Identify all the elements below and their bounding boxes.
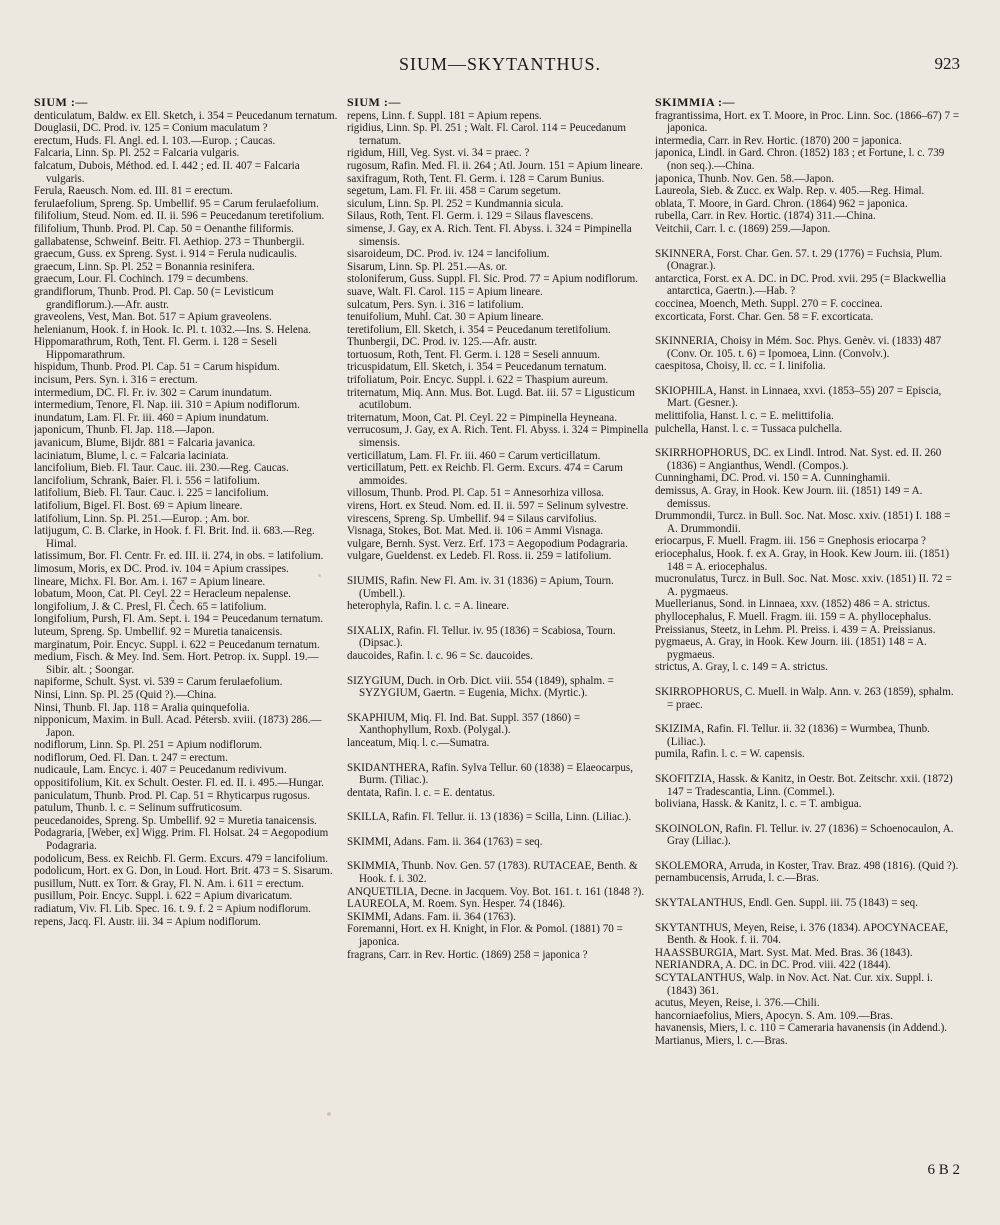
species-entry: Thunbergii, DC. Prod. iv. 125.—Afr. austr. — [347, 336, 538, 349]
genus-entry: SKILLA, Rafin. Fl. Tellur. ii. 13 (1836) = Scilla, Linn. (Liliac.). — [347, 811, 632, 824]
species-entry: verticillatum, Lam. Fl. Fr. iii. 460 = Carum verticillatum. — [347, 449, 601, 462]
species-entry: rigidum, Hill, Veg. Syst. vi. 34 = praec. ? — [347, 147, 530, 160]
species-entry: verticillatum, Pett. ex Reichb. Fl. Germ. Excurs. 474 = Carum ammoides. — [347, 462, 623, 487]
species-entry: triternatum, Miq. Ann. Mus. Bot. Lugd. Bat. iii. 57 = Ligusticum acutilobum. — [347, 386, 635, 412]
genus-entry: SKIZIMA, Rafin. Fl. Tellur. ii. 32 (1836) = Wurmbea, Thunb. (Liliac.). — [655, 723, 930, 748]
column-heading: SIUM :— — [347, 96, 401, 109]
species-entry: ferulaefolium, Spreng. Sp. Umbellif. 95 = Carum ferulaefolium. — [34, 197, 319, 210]
genus-sub-entry: heterophyla, Rafin. l. c. = A. lineare. — [347, 600, 510, 613]
species-entry: rubella, Carr. in Rev. Hortic. (1874) 311.—China. — [655, 210, 876, 223]
species-entry: grandiflorum, Thunb. Prod. Pl. Cap. 50 (= Levisticum grandiflorum.).—Afr. austr. — [34, 285, 274, 311]
species-entry: Ninsi, Linn. Sp. Pl. 25 (Quid ?).—China. — [34, 688, 217, 701]
column-heading: SIUM :— — [34, 96, 88, 109]
genus-sub-entry: excorticata, Forst. Char. Gen. 58 = F. excorticata. — [655, 310, 874, 323]
species-entry: inundatum, Lam. Fl. Fr. iii. 460 = Apium inundatum. — [34, 411, 269, 424]
column-1 — [34, 96, 339, 1176]
species-entry: pusillum, Nutt. ex Torr. & Gray, Fl. N. Am. i. 611 = erectum. — [34, 877, 305, 890]
species-entry: nipponicum, Maxim. in Bull. Acad. Pétersb. xviii. (1873) 286.—Japon. — [34, 714, 322, 739]
genus-entry: SKIRRHOPHORUS, DC. ex Lindl. Introd. Nat. Syst. ed. II. 260 (1836) = Angianthus, Wendl. (Compos.). — [655, 447, 942, 472]
species-entry: Ninsi, Thunb. Fl. Jap. 118 = Aralia quinquefolia. — [34, 701, 250, 714]
species-entry: japonica, Lindl. in Gard. Chron. (1852) 183 ; et Fortune, l. c. 739 (non seq.).—China. — [655, 147, 945, 172]
species-entry: verrucosum, J. Gay, ex A. Rich. Tent. Fl. Abyss. i. 324 = Pimpinella simensis. — [347, 424, 649, 450]
species-entry: saxifragum, Roth, Tent. Fl. Germ. i. 128 = Carum Bunius. — [347, 172, 605, 185]
genus-sub-entry: Foremanni, Hort. ex H. Knight, in Flor. & Pomol. (1881) 70 = japonica. — [347, 923, 623, 949]
species-entry: lobatum, Moon, Cat. Pl. Ceyl. 22 = Heracleum nepalense. — [34, 588, 292, 601]
genus-sub-entry: boliviana, Hassk. & Kanitz, l. c. = T. ambigua. — [655, 798, 862, 811]
genus-entry: SKINNERA, Forst. Char. Gen. 57. t. 29 (1776) = Fuchsia, Plum. (Onagrar.). — [655, 247, 943, 273]
species-entry: Hippomarathrum, Roth, Tent. Fl. Germ. i. 128 = Seseli Hippomarathrum. — [34, 336, 278, 361]
species-entry: vulgare, Bernh. Syst. Verz. Erf. 173 = Aegopodium Podagraria. — [347, 537, 628, 550]
species-entry: graecum, Lour. Fl. Cochinch. 179 = decumbens. — [34, 273, 249, 286]
running-title: SIUM—SKYTANTHUS. — [398, 54, 602, 74]
species-entry: pusillum, Poir. Encyc. Suppl. i. 622 = Apium divaricatum. — [34, 890, 293, 903]
species-entry: tenuifolium, Muhl. Cat. 30 = Apium lineare. — [347, 311, 544, 324]
species-entry: Silaus, Roth, Tent. Fl. Germ. i. 129 = Silaus flavescens. — [347, 210, 594, 223]
species-entry: triternatum, Moon, Cat. Pl. Ceyl. 22 = Pimpinella Heyneana. — [347, 411, 617, 424]
species-entry: intermedium, Tenore, Fl. Nap. iii. 310 = Apium nodiflorum. — [34, 399, 300, 412]
genus-sub-entry: ANQUETILIA, Decne. in Jacquem. Voy. Bot. 161. t. 161 (1848 ?). — [347, 885, 645, 898]
species-entry: simense, J. Gay, ex A. Rich. Tent. Fl. Abyss. i. 324 = Pimpinella simensis. — [347, 222, 632, 248]
species-entry: tortuosum, Roth, Tent. Fl. Germ. i. 128 = Seseli annuum. — [347, 348, 601, 361]
species-entry: sulcatum, Pers. Syn. i. 316 = latifolium. — [347, 298, 524, 311]
species-entry: Falcaria, Linn. Sp. Pl. 252 = Falcaria vulgaris. — [34, 147, 240, 160]
species-entry: gallabatense, Schweinf. Beitr. Fl. Aethiop. 273 = Thunbergii. — [34, 235, 305, 248]
column-heading: SKIMMIA :— — [655, 96, 735, 109]
species-entry: tricuspidatum, Ell. Sketch, i. 354 = Peucedanum ternatum. — [347, 361, 607, 374]
species-entry: longifolium, J. & C. Presl, Fl. Čech. 65 = latifolium. — [34, 600, 267, 613]
species-entry: oppositifolium, Kit. ex Schult. Oester. Fl. ed. II. i. 495.—Hungar. — [34, 777, 324, 790]
species-entry: luteum, Spreng. Sp. Umbellif. 92 = Muretia tanaicensis. — [34, 625, 283, 638]
species-entry: napiforme, Schult. Syst. vi. 539 = Carum ferulaefolium. — [34, 676, 283, 689]
species-entry: rugosum, Rafin. Med. Fl. ii. 264 ; Atl. Journ. 151 = Apium lineare. — [347, 159, 643, 172]
genus-sub-entry: mucronulatus, Turcz. in Bull. Soc. Nat. Mosc. xxiv. (1851) II. 72 = A. pygmaeus. — [655, 573, 952, 598]
species-entry: lineare, Michx. Fl. Bor. Am. i. 167 = Apium lineare. — [34, 575, 266, 588]
species-entry: Veitchii, Carr. l. c. (1869) 259.—Japon. — [655, 222, 831, 235]
species-entry: siculum, Linn. Sp. Pl. 252 = Kundmannia sicula. — [347, 197, 564, 210]
genus-sub-entry: pulchella, Hanst. l. c. = Tussaca pulchella. — [655, 422, 843, 435]
species-entry: nodiflorum, Oed. Fl. Dan. t. 247 = erectum. — [34, 751, 228, 764]
species-entry: erectum, Huds. Fl. Angl. ed. I. 103.—Europ. ; Caucas. — [34, 134, 276, 147]
species-entry: japonicum, Thunb. Fl. Jap. 118.—Japon. — [34, 424, 215, 437]
species-entry: virescens, Spreng. Sp. Umbellif. 94 = Silaus carvifolius. — [347, 512, 597, 525]
species-entry: medium, Fisch. & Mey. Ind. Sem. Hort. Petrop. ix. Suppl. 19.—Sibir. alt. ; Soongar. — [34, 651, 319, 676]
genus-sub-entry: havanensis, Miers, l. c. 110 = Cameraria havanensis (in Addend.). — [655, 1022, 948, 1035]
genus-sub-entry: fragrans, Carr. in Rev. Hortic. (1869) 258 = japonica ? — [347, 948, 588, 961]
species-entry: denticulatum, Baldw. ex Ell. Sketch, i. 354 = Peucedanum ternatum. — [34, 109, 338, 122]
genus-sub-entry: Drummondii, Turcz. in Bull. Soc. Nat. Mosc. xxiv. (1851) I. 188 = A. Drummondii. — [655, 510, 951, 535]
genus-sub-entry: acutus, Meyen, Reise, i. 376.—Chili. — [655, 997, 820, 1010]
genus-sub-entry: pumila, Rafin. l. c. = W. capensis. — [655, 748, 805, 761]
species-entry: laciniatum, Blume, l. c. = Falcaria laciniata. — [34, 449, 229, 462]
species-entry: intermedium, DC. Fl. Fr. iv. 302 = Carum inundatum. — [34, 386, 272, 399]
genus-entry: SKYTANTHUS, Meyen, Reise, i. 376 (1834). APOCYNACEAE, Benth. & Hook. f. ii. 704. — [655, 921, 949, 947]
genus-entry: SKIMMIA, Thunb. Nov. Gen. 57 (1783). RUTACEAE, Benth. & Hook. f. i. 302. — [347, 860, 638, 886]
species-entry: Podagraria, [Weber, ex] Wigg. Prim. Fl. Holsat. 24 = Aegopodium Podagraria. — [34, 827, 329, 853]
species-entry: radiatum, Viv. Fl. Lib. Spec. 16. t. 9. f. 2 = Apium nodiflorum. — [34, 903, 312, 915]
printer-signature: 6 B 2 — [927, 1162, 960, 1178]
genus-entry: SKOLEMORA, Arruda, in Koster, Trav. Braz. 498 (1816). (Quid ?). — [655, 859, 959, 872]
genus-sub-entry: pernambucensis, Arruda, l. c.—Bras. — [655, 872, 819, 885]
genus-sub-entry: lanceatum, Miq. l. c.—Sumatra. — [347, 736, 490, 749]
species-entry: lancifolium, Schrank, Baier. Fl. i. 556 = latifolium. — [34, 474, 260, 487]
genus-sub-entry: pygmaeus, A. Gray, in Hook. Kew Journ. iii. (1851) 148 = A. pygmaeus. — [655, 636, 927, 661]
page-number: 923 — [934, 54, 960, 73]
genus-sub-entry: HAASSBURGIA, Mart. Syst. Mat. Med. Bras. 36 (1843). — [655, 946, 913, 959]
genus-sub-entry: daucoides, Rafin. l. c. 96 = Sc. daucoides. — [347, 649, 533, 662]
species-entry: nodiflorum, Linn. Sp. Pl. 251 = Apium nodiflorum. — [34, 739, 263, 752]
page-header — [0, 54, 1000, 84]
species-entry: rigidius, Linn. Sp. Pl. 251 ; Walt. Fl. Carol. 114 = Peucedanum ternatum. — [347, 122, 627, 147]
species-entry: helenianum, Hook. f. in Hook. Ic. Pl. t. 1032.—Ins. S. Helena. — [34, 323, 311, 336]
species-entry: oblata, T. Moore, in Gard. Chron. (1864) 962 = japonica. — [655, 197, 908, 210]
species-entry: intermedia, Carr. in Rev. Hortic. (1870) 200 = japonica. — [655, 134, 902, 147]
species-entry: graecum, Linn. Sp. Pl. 252 = Bonannia resinifera. — [34, 260, 255, 273]
species-entry: incisum, Pers. Syn. i. 316 = erectum. — [34, 374, 198, 387]
species-entry: sisaroideum, DC. Prod. iv. 124 = lancifolium. — [347, 248, 550, 261]
species-entry: trifoliatum, Poir. Encyc. Suppl. i. 622 = Thaspium aureum. — [347, 374, 609, 387]
genus-entry: SKIMMI, Adans. Fam. ii. 364 (1763) = seq. — [347, 835, 543, 848]
species-entry: Ferula, Raeusch. Nom. ed. III. 81 = erectum. — [34, 185, 233, 198]
paper-speck — [327, 1112, 331, 1116]
species-entry: repens, Linn. f. Suppl. 181 = Apium repens. — [347, 109, 542, 122]
species-entry: segetum, Lam. Fl. Fr. iii. 458 = Carum segetum. — [347, 185, 561, 198]
genus-sub-entry: eriocephalus, Hook. f. ex A. Gray, in Hook. Kew Journ. iii. (1851) 148 = A. eriocephalus. — [655, 548, 950, 573]
genus-sub-entry: strictus, A. Gray, l. c. 149 = A. strictus. — [655, 661, 828, 674]
species-entry: filifolium, Steud. Nom. ed. II. ii. 596 = Peucedanum teretifolium. — [34, 210, 325, 223]
species-entry: stoloniferum, Guss. Suppl. Fl. Sic. Prod. 77 = Apium nodiflorum. — [347, 273, 639, 286]
genus-sub-entry: phyllocephalus, F. Muell. Fragm. iii. 159 = A. phyllocephalus. — [655, 610, 932, 623]
species-entry: latifolium, Bigel. Fl. Bost. 69 = Apium lineare. — [34, 500, 243, 512]
species-entry: Douglasii, DC. Prod. iv. 125 = Conium maculatum ? — [34, 122, 268, 135]
species-entry: repens, Jacq. Fl. Austr. iii. 34 = Apium nodiflorum. — [34, 915, 261, 928]
species-entry: villosum, Thunb. Prod. Pl. Cap. 51 = Annesorhiza villosa. — [347, 487, 604, 500]
genus-entry: SKYTALANTHUS, Endl. Gen. Suppl. iii. 75 (1843) = seq. — [655, 897, 918, 910]
genus-entry: SKAPHIUM, Miq. Fl. Ind. Bat. Suppl. 357 (1860) = Xanthophyllum, Roxb. (Polygal.). — [347, 711, 581, 737]
genus-entry: SIZYGIUM, Duch. in Orb. Dict. viii. 554 (1849), sphalm. = SYZYGIUM, Gaertn. = Eugenia, Michx. (Myrtic.). — [347, 674, 614, 700]
genus-entry: SIUMIS, Rafin. New Fl. Am. iv. 31 (1836) = Apium, Tourn. (Umbell.). — [347, 574, 614, 600]
species-entry: filifolium, Thunb. Prod. Pl. Cap. 50 = Oenanthe filiformis. — [34, 222, 294, 235]
species-entry: suave, Walt. Fl. Carol. 115 = Apium lineare. — [347, 285, 543, 298]
species-entry: vulgare, Gueldenst. ex Ledeb. Fl. Ross. ii. 259 = latifolium. — [347, 550, 612, 563]
genus-entry: SKIRROPHORUS, C. Muell. in Walp. Ann. v. 263 (1859), sphalm. = praec. — [655, 685, 954, 711]
genus-sub-entry: Muellerianus, Sond. in Linnaea, xxv. (1852) 486 = A. strictus. — [655, 598, 931, 611]
genus-entry: SKOFITZIA, Hassk. & Kanitz, in Oestr. Bot. Zeitschr. xxii. (1872) 147 = Tradescantia, Linn. (Commel.). — [655, 772, 953, 798]
genus-entry: SIXALIX, Rafin. Fl. Tellur. iv. 95 (1836) = Scabiosa, Tourn. (Dipsac.). — [347, 624, 616, 650]
species-entry: limosum, Moris, ex DC. Prod. iv. 104 = Apium crassipes. — [34, 562, 289, 575]
paper-speck — [318, 574, 321, 577]
genus-sub-entry: SCYTALANTHUS, Walp. in Nov. Act. Nat. Cur. xix. Suppl. i. (1843) 361. — [655, 972, 933, 997]
species-entry: Visnaga, Stokes, Bot. Mat. Med. ii. 106 = Ammi Visnaga. — [347, 525, 604, 538]
genus-sub-entry: NERIANDRA, A. DC. in DC. Prod. viii. 422 (1844). — [655, 959, 891, 972]
genus-sub-entry: hancorniaefolius, Miers, Apocyn. S. Am. 109.—Bras. — [655, 1009, 893, 1022]
genus-sub-entry: antarctica, Forst. ex A. DC. in DC. Prod. xvii. 295 (= Blackwellia antarctica, Gaertn.).—Hab. ? — [655, 272, 946, 298]
species-entry: peucedanoides, Spreng. Sp. Umbellif. 92 = Muretia tanaicensis. — [34, 814, 317, 827]
genus-sub-entry: melittifolia, Hanst. l. c. = E. melittifolia. — [655, 410, 834, 423]
genus-entry: SKINNERIA, Choisy in Mém. Soc. Phys. Genèv. vi. (1833) 487 (Conv. Or. 105. t. 6) = Ipomoea, Linn. (Convolv.). — [655, 335, 942, 360]
species-entry: Laureola, Sieb. & Zucc. ex Walp. Rep. v. 405.—Reg. Himal. — [655, 185, 925, 198]
genus-sub-entry: Preissianus, Steetz, in Lehm. Pl. Preiss. i. 439 = A. Preissianus. — [655, 623, 936, 636]
genus-sub-entry: coccinea, Moench, Meth. Suppl. 270 = F. coccinea. — [655, 297, 883, 310]
species-entry: falcatum, Dubois, Méthod. ed. I. 442 ; ed. II. 407 = Falcaria vulgaris. — [34, 159, 300, 185]
species-entry: Sisarum, Linn. Sp. Pl. 251.—As. or. — [347, 260, 508, 273]
genus-sub-entry: LAUREOLA, M. Roem. Syn. Hesper. 74 (1846). — [347, 898, 566, 911]
genus-entry: SKOINOLON, Rafin. Fl. Tellur. iv. 27 (1836) = Schoenocaulon, A. Gray (Liliac.). — [655, 822, 954, 848]
species-entry: podolicum, Bess. ex Reichb. Fl. Germ. Excurs. 479 = lancifolium. — [34, 852, 329, 865]
genus-entry: SKIOPHILA, Hanst. in Linnaea, xxvi. (1853–55) 207 = Episcia, Mart. (Gesner.). — [655, 384, 942, 410]
species-entry: latifolium, Linn. Sp. Pl. 251.—Europ. ; Am. bor. — [34, 512, 250, 525]
genus-entry: SKIDANTHERA, Rafin. Sylva Tellur. 60 (1838) = Elaeocarpus, Burm. (Tiliac.). — [347, 761, 633, 787]
genus-sub-entry: SKIMMI, Adans. Fam. ii. 364 (1763). — [347, 910, 516, 923]
species-entry: nudicaule, Lam. Encyc. i. 407 = Peucedanum redivivum. — [34, 764, 287, 777]
genus-sub-entry: Martianus, Miers, l. c.—Bras. — [655, 1035, 788, 1047]
species-entry: hispidum, Thunb. Prod. Pl. Cap. 51 = Carum hispidum. — [34, 361, 280, 374]
species-entry: patulum, Thunb. l. c. = Selinum suffruticosum. — [34, 802, 243, 815]
genus-sub-entry: Cunninghami, DC. Prod. vi. 150 = A. Cunninghamii. — [655, 472, 891, 485]
column-2 — [347, 96, 652, 1176]
genus-sub-entry: eriocarpus, F. Muell. Fragm. iii. 156 = Gnephosis eriocarpa ? — [655, 535, 926, 548]
species-entry: lancifolium, Bieb. Fl. Taur. Cauc. iii. 230.—Reg. Caucas. — [34, 462, 289, 475]
species-entry: latissimum, Bor. Fl. Centr. Fr. ed. III. ii. 274, in obs. = latifolium. — [34, 550, 324, 563]
species-entry: javanicum, Blume, Bijdr. 881 = Falcaria javanica. — [34, 437, 256, 450]
species-entry: japonica, Thunb. Nov. Gen. 58.—Japon. — [655, 172, 835, 185]
species-entry: marginatum, Poir. Encyc. Suppl. i. 622 = Peucedanum ternatum. — [34, 638, 320, 651]
species-entry: fragrantissima, Hort. ex T. Moore, in Proc. Linn. Soc. (1866–67) 7 = japonica. — [655, 109, 960, 135]
species-entry: teretifolium, Ell. Sketch, i. 354 = Peucedanum teretifolium. — [347, 323, 611, 336]
species-entry: graveolens, Vest, Man. Bot. 517 = Apium graveolens. — [34, 311, 272, 324]
species-entry: latifolium, Bieb. Fl. Taur. Cauc. i. 225 = lancifolium. — [34, 487, 269, 500]
species-entry: latijugum, C. B. Clarke, in Hook. f. Fl. Brit. Ind. ii. 683.—Reg. Himal. — [34, 525, 315, 550]
genus-sub-entry: caespitosa, Choisy, ll. cc. = I. linifolia. — [655, 360, 826, 373]
species-entry: paniculatum, Thunb. Prod. Pl. Cap. 51 = Rhyticarpus rugosus. — [34, 789, 310, 802]
genus-sub-entry: dentata, Rafin. l. c. = E. dentatus. — [347, 786, 495, 799]
species-entry: graecum, Guss. ex Spreng. Syst. i. 914 = Ferula nudicaulis. — [34, 248, 297, 261]
species-entry: virens, Hort. ex Steud. Nom. ed. II. ii. 597 = Selinum sylvestre. — [347, 500, 629, 512]
species-entry: podolicum, Hort. ex G. Don, in Loud. Hort. Brit. 473 = S. Sisarum. — [34, 865, 333, 878]
species-entry: longifolium, Pursh, Fl. Am. Sept. i. 194 = Peucedanum ternatum. — [34, 613, 324, 626]
genus-sub-entry: demissus, A. Gray, in Hook. Kew Journ. iii. (1851) 149 = A. demissus. — [655, 485, 923, 510]
column-3 — [655, 96, 960, 1176]
